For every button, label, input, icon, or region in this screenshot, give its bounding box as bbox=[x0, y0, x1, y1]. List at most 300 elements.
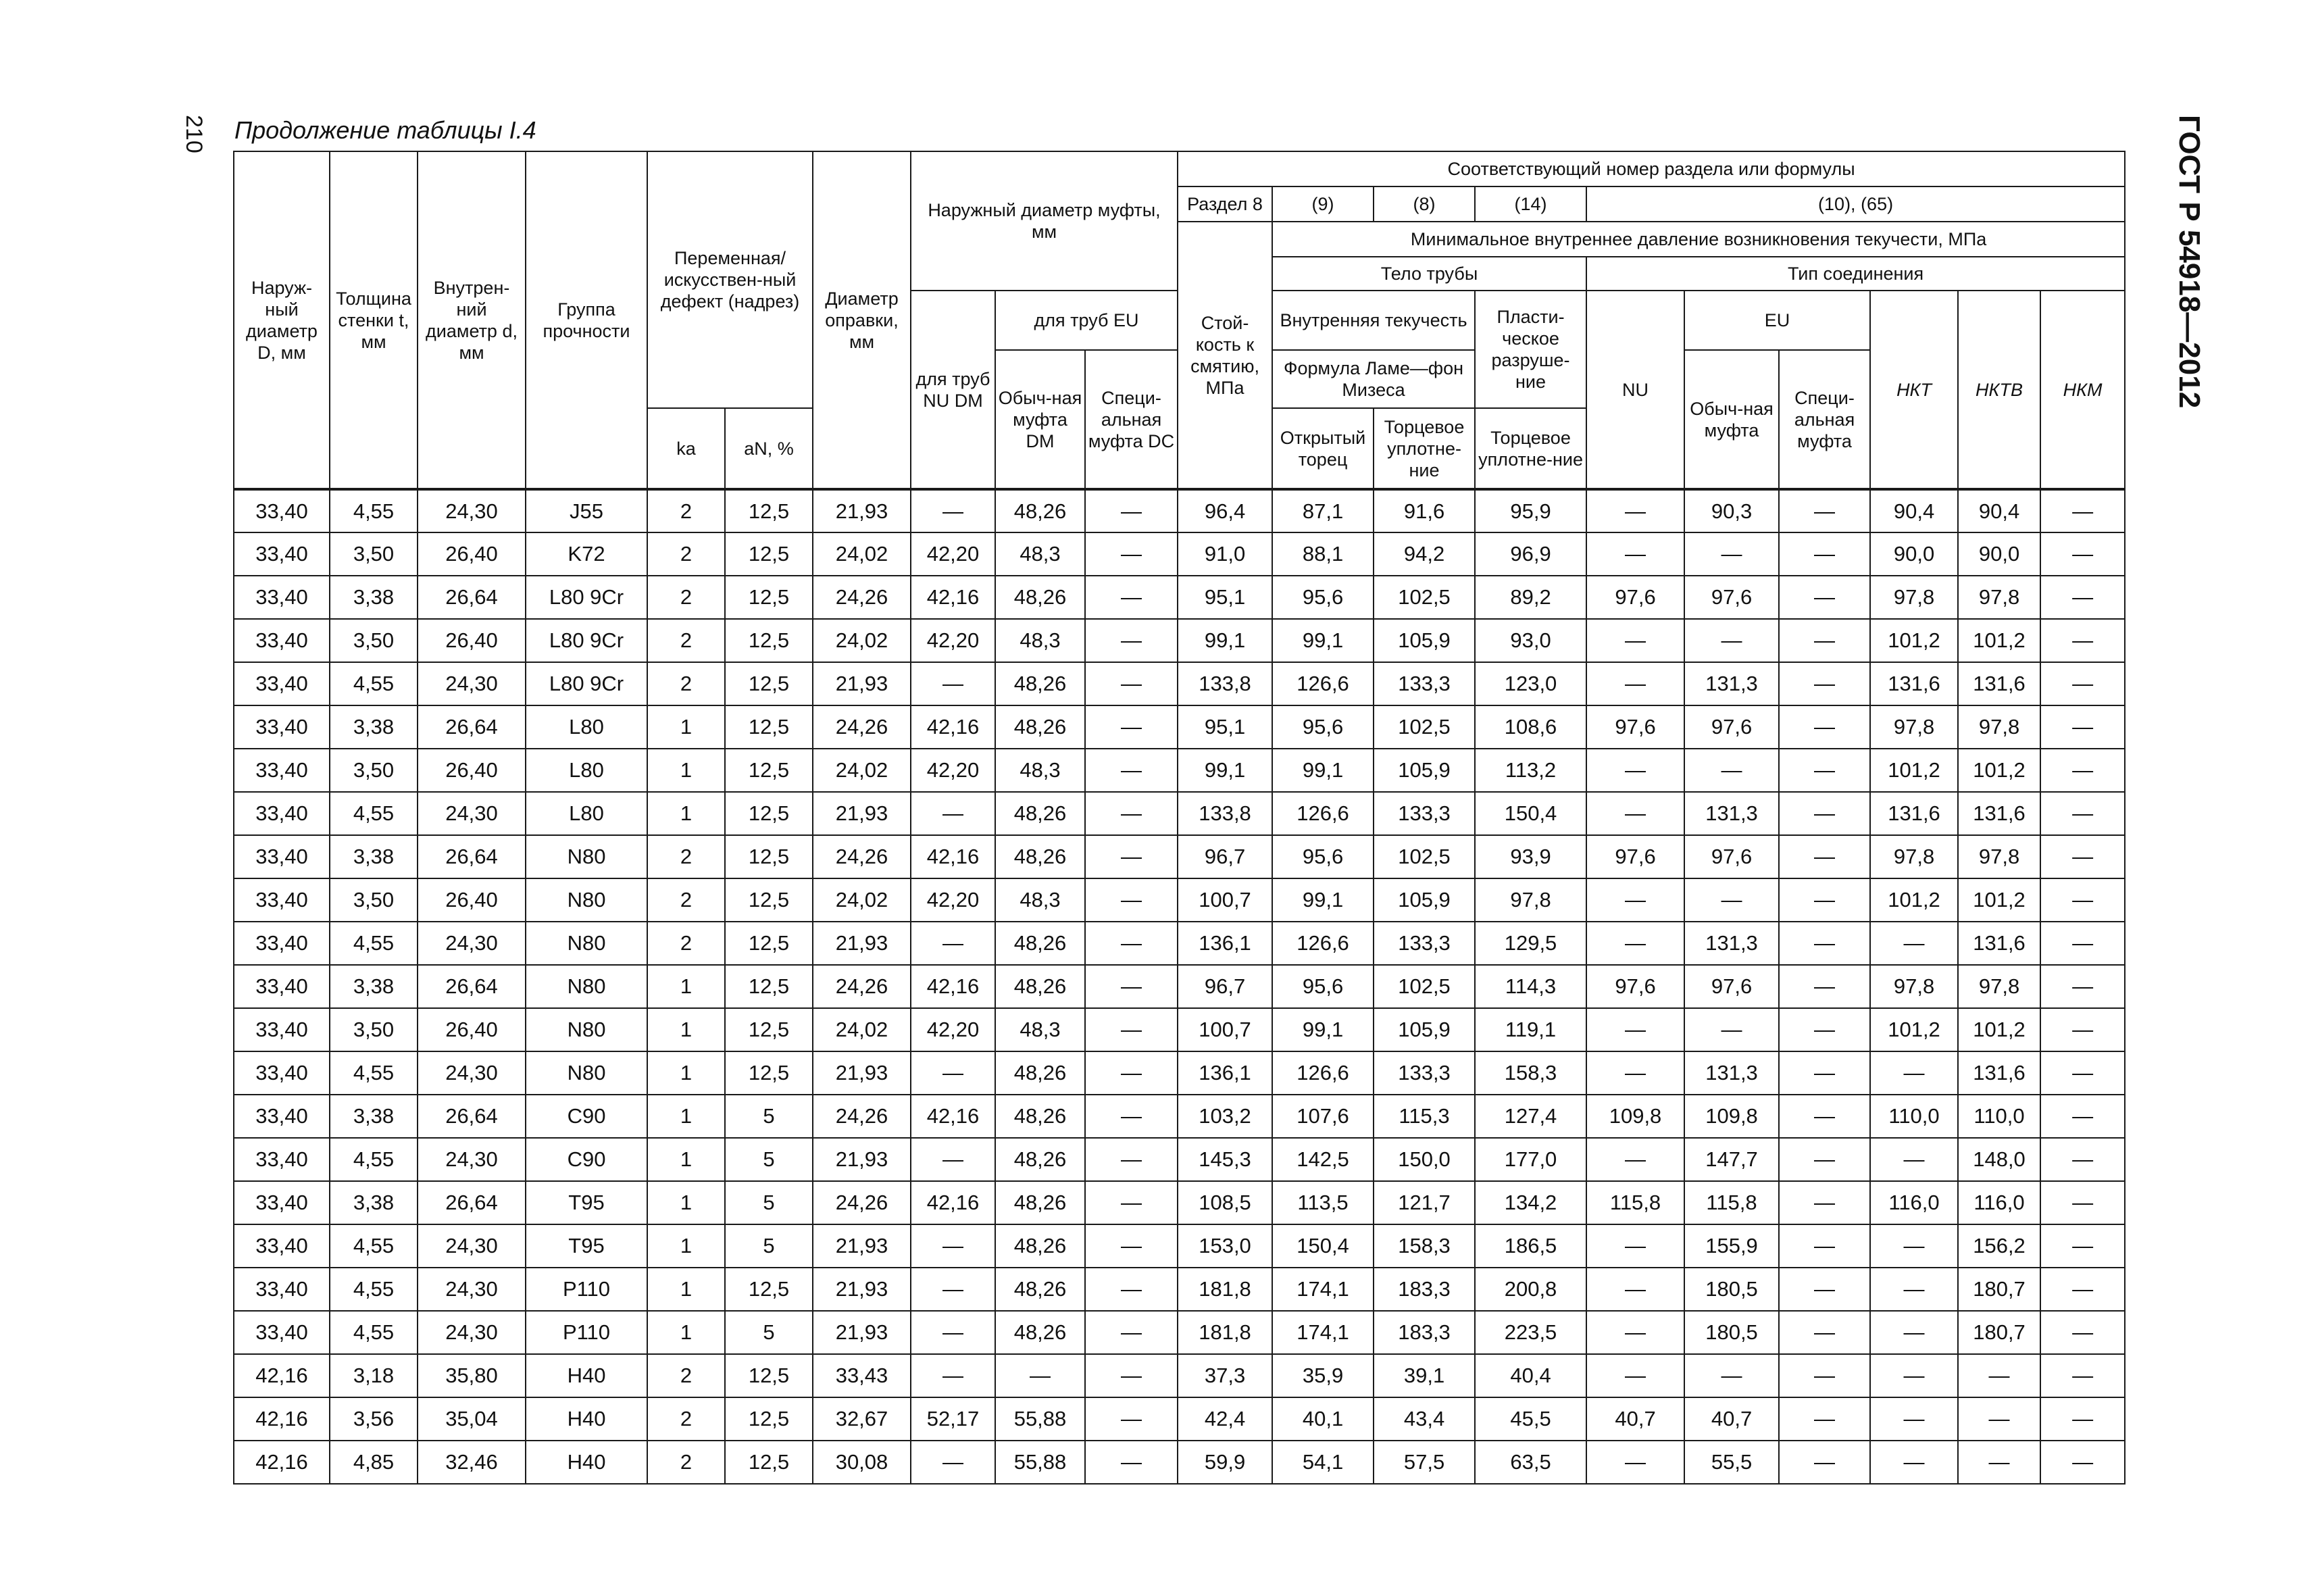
table-cell: — bbox=[1870, 1224, 1958, 1268]
table-row bbox=[234, 792, 2125, 835]
table-row bbox=[234, 922, 2125, 965]
table-cell: 33,40 bbox=[234, 576, 330, 619]
table-cell: — bbox=[911, 489, 995, 532]
table-cell: — bbox=[911, 1138, 995, 1181]
table-cell: — bbox=[1870, 1051, 1958, 1095]
table-cell: C90 bbox=[526, 1095, 647, 1138]
table-row bbox=[234, 1181, 2125, 1224]
table-cell: 1 bbox=[647, 705, 725, 749]
table-cell: 131,6 bbox=[1958, 662, 2040, 705]
table-cell: 48,26 bbox=[995, 1224, 1085, 1268]
table-cell: 101,2 bbox=[1958, 878, 2040, 922]
table-cell: — bbox=[2040, 835, 2125, 878]
table-cell: 180,7 bbox=[1958, 1268, 2040, 1311]
table-row bbox=[234, 965, 2125, 1008]
table-cell: 5 bbox=[725, 1311, 813, 1354]
header-nkt: НКТ bbox=[1870, 291, 1958, 489]
table-cell: 97,8 bbox=[1958, 705, 2040, 749]
table-cell: 30,08 bbox=[813, 1441, 911, 1484]
table-cell: 2 bbox=[647, 619, 725, 662]
table-cell: 174,1 bbox=[1272, 1268, 1374, 1311]
table-cell: 24,26 bbox=[813, 1181, 911, 1224]
table-cell: 1 bbox=[647, 1051, 725, 1095]
table-caption: Продолжение таблицы I.4 bbox=[234, 116, 536, 144]
table-cell: 2 bbox=[647, 878, 725, 922]
table-cell: 96,9 bbox=[1475, 532, 1586, 576]
table-cell: 33,40 bbox=[234, 1224, 330, 1268]
table-cell: — bbox=[1684, 749, 1779, 792]
table-cell: 134,2 bbox=[1475, 1181, 1586, 1224]
table-cell: N80 bbox=[526, 922, 647, 965]
table-cell: — bbox=[1085, 1138, 1178, 1181]
table-cell: 55,5 bbox=[1684, 1441, 1779, 1484]
table-cell: 12,5 bbox=[725, 922, 813, 965]
table-cell: 126,6 bbox=[1272, 1051, 1374, 1095]
table-cell: 32,67 bbox=[813, 1397, 911, 1441]
table-cell: 24,30 bbox=[418, 489, 526, 532]
table-cell: — bbox=[1779, 1181, 1870, 1224]
table-cell: 24,30 bbox=[418, 662, 526, 705]
table-cell: — bbox=[1779, 1051, 1870, 1095]
table-cell: H40 bbox=[526, 1441, 647, 1484]
table-cell: — bbox=[1779, 1008, 1870, 1051]
table-cell: 12,5 bbox=[725, 576, 813, 619]
table-cell: 97,6 bbox=[1684, 965, 1779, 1008]
table-cell: 3,38 bbox=[330, 1095, 418, 1138]
table-cell: 24,02 bbox=[813, 1008, 911, 1051]
table-cell: — bbox=[2040, 1224, 2125, 1268]
table-cell: N80 bbox=[526, 965, 647, 1008]
table-cell: J55 bbox=[526, 489, 647, 532]
table-cell: 24,02 bbox=[813, 532, 911, 576]
table-cell: P110 bbox=[526, 1268, 647, 1311]
table-row bbox=[234, 1354, 2125, 1397]
table-row bbox=[234, 835, 2125, 878]
table-cell: 89,2 bbox=[1475, 576, 1586, 619]
table-cell: 48,26 bbox=[995, 835, 1085, 878]
table-cell: — bbox=[1586, 1051, 1684, 1095]
table-cell: 52,17 bbox=[911, 1397, 995, 1441]
table-cell: 4,55 bbox=[330, 489, 418, 532]
table-cell: 55,88 bbox=[995, 1441, 1085, 1484]
header-ref-14: (14) bbox=[1475, 186, 1586, 222]
table-cell: 91,0 bbox=[1178, 532, 1272, 576]
table-cell: 101,2 bbox=[1958, 619, 2040, 662]
table-cell: 90,0 bbox=[1958, 532, 2040, 576]
table-cell: — bbox=[2040, 662, 2125, 705]
table-cell: — bbox=[1779, 489, 1870, 532]
table-cell: 12,5 bbox=[725, 532, 813, 576]
header-min-pressure: Минимальное внутреннее давление возникновения текучести, МПа bbox=[1272, 222, 2125, 257]
table-cell: 99,1 bbox=[1178, 619, 1272, 662]
table-cell: 12,5 bbox=[725, 878, 813, 922]
table-cell: 3,38 bbox=[330, 705, 418, 749]
table-cell: 21,93 bbox=[813, 1224, 911, 1268]
table-cell: 33,40 bbox=[234, 835, 330, 878]
table-cell: N80 bbox=[526, 1008, 647, 1051]
table-cell: 110,0 bbox=[1958, 1095, 2040, 1138]
data-table bbox=[233, 151, 2126, 1485]
table-cell: 4,55 bbox=[330, 792, 418, 835]
header-internal-yield: Внутренняя текучесть bbox=[1272, 291, 1475, 350]
table-cell: 3,38 bbox=[330, 835, 418, 878]
table-row bbox=[234, 1051, 2125, 1095]
table-cell: 142,5 bbox=[1272, 1138, 1374, 1181]
table-cell: 150,4 bbox=[1272, 1224, 1374, 1268]
table-cell: 42,16 bbox=[911, 1095, 995, 1138]
table-cell: 48,26 bbox=[995, 792, 1085, 835]
table-cell: — bbox=[1958, 1397, 2040, 1441]
table-cell: 33,40 bbox=[234, 1138, 330, 1181]
table-cell: 48,26 bbox=[995, 705, 1085, 749]
table-cell: 3,50 bbox=[330, 619, 418, 662]
header-defect-an: aN, % bbox=[725, 408, 813, 489]
table-cell: 136,1 bbox=[1178, 1051, 1272, 1095]
table-cell: 2 bbox=[647, 1354, 725, 1397]
table-cell: 24,30 bbox=[418, 792, 526, 835]
table-cell: — bbox=[2040, 1354, 2125, 1397]
table-cell: — bbox=[2040, 1095, 2125, 1138]
table-cell: 95,6 bbox=[1272, 705, 1374, 749]
table-cell: H40 bbox=[526, 1354, 647, 1397]
table-cell: — bbox=[1085, 749, 1178, 792]
table-cell: 43,4 bbox=[1374, 1397, 1475, 1441]
table-cell: 107,6 bbox=[1272, 1095, 1374, 1138]
table-cell: 115,8 bbox=[1684, 1181, 1779, 1224]
table-cell: P110 bbox=[526, 1311, 647, 1354]
header-plastic-failure: Пласти-ческое разруше-ние bbox=[1475, 291, 1586, 408]
table-cell: — bbox=[2040, 878, 2125, 922]
table-cell: 95,6 bbox=[1272, 965, 1374, 1008]
table-cell: — bbox=[1684, 878, 1779, 922]
table-cell: L80 bbox=[526, 705, 647, 749]
table-cell: 48,26 bbox=[995, 1051, 1085, 1095]
table-cell: 96,7 bbox=[1178, 965, 1272, 1008]
table-cell: 150,4 bbox=[1475, 792, 1586, 835]
table-cell: 4,55 bbox=[330, 1224, 418, 1268]
table-cell: — bbox=[1586, 922, 1684, 965]
header-coupling-od: Наружный диаметр муфты, мм bbox=[911, 151, 1178, 291]
table-cell: 147,7 bbox=[1684, 1138, 1779, 1181]
table-cell: 12,5 bbox=[725, 1441, 813, 1484]
header-ref-8: (8) bbox=[1374, 186, 1475, 222]
table-cell: 131,3 bbox=[1684, 1051, 1779, 1095]
table-cell: 42,16 bbox=[234, 1354, 330, 1397]
table-cell: 109,8 bbox=[1586, 1095, 1684, 1138]
table-cell: N80 bbox=[526, 1051, 647, 1095]
table-cell: 97,6 bbox=[1586, 965, 1684, 1008]
header-coupling-eu: для труб EU bbox=[995, 291, 1178, 350]
table-cell: 26,64 bbox=[418, 1181, 526, 1224]
table-cell: — bbox=[1586, 619, 1684, 662]
table-cell: 116,0 bbox=[1958, 1181, 2040, 1224]
header-lame-formula: Формула Ламе—фон Мизеса bbox=[1272, 350, 1475, 408]
table-cell: 40,7 bbox=[1684, 1397, 1779, 1441]
table-cell: 109,8 bbox=[1684, 1095, 1779, 1138]
table-cell: 181,8 bbox=[1178, 1311, 1272, 1354]
table-cell: 90,3 bbox=[1684, 489, 1779, 532]
table-cell: 26,40 bbox=[418, 749, 526, 792]
table-cell: 97,6 bbox=[1684, 576, 1779, 619]
table-cell: 48,3 bbox=[995, 619, 1085, 662]
table-cell: 63,5 bbox=[1475, 1441, 1586, 1484]
table-cell: — bbox=[1870, 1354, 1958, 1397]
table-cell: 5 bbox=[725, 1181, 813, 1224]
table-cell: — bbox=[1958, 1441, 2040, 1484]
table-cell: 33,40 bbox=[234, 705, 330, 749]
table-cell: 12,5 bbox=[725, 749, 813, 792]
table-cell: — bbox=[1085, 532, 1178, 576]
table-cell: — bbox=[1085, 1181, 1178, 1224]
table-cell: — bbox=[1779, 1138, 1870, 1181]
table-cell: — bbox=[1779, 835, 1870, 878]
table-cell: 1 bbox=[647, 965, 725, 1008]
table-cell: 48,26 bbox=[995, 662, 1085, 705]
table-cell: — bbox=[2040, 1051, 2125, 1095]
table-cell: 136,1 bbox=[1178, 922, 1272, 965]
table-cell: — bbox=[2040, 1311, 2125, 1354]
table-cell: 48,26 bbox=[995, 1138, 1085, 1181]
table-cell: 101,2 bbox=[1870, 1008, 1958, 1051]
table-cell: 21,93 bbox=[813, 792, 911, 835]
table-cell: — bbox=[2040, 792, 2125, 835]
table-cell: — bbox=[1779, 1354, 1870, 1397]
table-body bbox=[234, 489, 2125, 1484]
header-mandrel-diameter: Диаметр оправки, мм bbox=[813, 151, 911, 489]
header-ref-10-65: (10), (65) bbox=[1586, 186, 2125, 222]
table-cell: L80 bbox=[526, 749, 647, 792]
table-cell: 26,40 bbox=[418, 532, 526, 576]
table-cell: — bbox=[2040, 705, 2125, 749]
table-cell: 37,3 bbox=[1178, 1354, 1272, 1397]
table-cell: 126,6 bbox=[1272, 662, 1374, 705]
table-cell: 95,6 bbox=[1272, 576, 1374, 619]
table-cell: 3,50 bbox=[330, 1008, 418, 1051]
table-cell: 131,6 bbox=[1958, 792, 2040, 835]
header-collapse: Стой-кость к смятию, МПа bbox=[1178, 222, 1272, 489]
table-cell: 180,7 bbox=[1958, 1311, 2040, 1354]
table-cell: 4,55 bbox=[330, 1311, 418, 1354]
table-cell: 26,64 bbox=[418, 705, 526, 749]
table-cell: 3,50 bbox=[330, 749, 418, 792]
table-cell: 12,5 bbox=[725, 965, 813, 1008]
table-cell: — bbox=[1586, 1008, 1684, 1051]
table-row bbox=[234, 1311, 2125, 1354]
table-cell: 97,8 bbox=[1958, 965, 2040, 1008]
table-cell: 48,26 bbox=[995, 576, 1085, 619]
table-cell: 105,9 bbox=[1374, 619, 1475, 662]
table-cell: — bbox=[1870, 922, 1958, 965]
table-cell: 133,3 bbox=[1374, 792, 1475, 835]
table-cell: 1 bbox=[647, 1181, 725, 1224]
table-cell: 133,3 bbox=[1374, 1051, 1475, 1095]
header-nktv: НКТВ bbox=[1958, 291, 2040, 489]
table-cell: 24,30 bbox=[418, 1224, 526, 1268]
table-cell: 99,1 bbox=[1272, 878, 1374, 922]
table-cell: 133,3 bbox=[1374, 922, 1475, 965]
table-cell: 133,8 bbox=[1178, 662, 1272, 705]
table-cell: 97,6 bbox=[1586, 835, 1684, 878]
table-cell: 5 bbox=[725, 1095, 813, 1138]
table-cell: 48,3 bbox=[995, 878, 1085, 922]
table-row bbox=[234, 749, 2125, 792]
header-eu-special: Специ-альная муфта bbox=[1779, 350, 1870, 489]
table-cell: 33,40 bbox=[234, 792, 330, 835]
table-cell: 108,5 bbox=[1178, 1181, 1272, 1224]
table-cell: — bbox=[1586, 662, 1684, 705]
table-cell: — bbox=[1779, 878, 1870, 922]
table-cell: 21,93 bbox=[813, 922, 911, 965]
table-row bbox=[234, 878, 2125, 922]
table-cell: 97,6 bbox=[1684, 835, 1779, 878]
table-cell: 24,26 bbox=[813, 576, 911, 619]
table-cell: — bbox=[1586, 878, 1684, 922]
header-coupling-nu: для труб NU DМ bbox=[911, 291, 995, 489]
table-cell: — bbox=[911, 1441, 995, 1484]
table-cell: K72 bbox=[526, 532, 647, 576]
table-cell: 32,46 bbox=[418, 1441, 526, 1484]
table-cell: 35,9 bbox=[1272, 1354, 1374, 1397]
table-cell: — bbox=[1085, 922, 1178, 965]
table-cell: — bbox=[1779, 792, 1870, 835]
header-pipe-body: Тело трубы bbox=[1272, 257, 1586, 291]
header-eu: EU bbox=[1684, 291, 1870, 350]
table-cell: 21,93 bbox=[813, 662, 911, 705]
table-cell: 48,3 bbox=[995, 749, 1085, 792]
table-cell: 87,1 bbox=[1272, 489, 1374, 532]
table-cell: — bbox=[1779, 965, 1870, 1008]
table-cell: 97,8 bbox=[1958, 576, 2040, 619]
table-cell: 40,1 bbox=[1272, 1397, 1374, 1441]
table-cell: — bbox=[2040, 1397, 2125, 1441]
table-cell: 91,6 bbox=[1374, 489, 1475, 532]
table-cell: 33,40 bbox=[234, 878, 330, 922]
table-cell: 57,5 bbox=[1374, 1441, 1475, 1484]
header-nu: NU bbox=[1586, 291, 1684, 489]
table-cell: N80 bbox=[526, 878, 647, 922]
table-cell: — bbox=[1586, 749, 1684, 792]
header-strength-group: Группа прочности bbox=[526, 151, 647, 489]
table-cell: 3,38 bbox=[330, 576, 418, 619]
table-cell: — bbox=[1684, 1354, 1779, 1397]
table-cell: — bbox=[2040, 619, 2125, 662]
table-cell: 26,40 bbox=[418, 1008, 526, 1051]
table-cell: 2 bbox=[647, 489, 725, 532]
table-cell: 102,5 bbox=[1374, 576, 1475, 619]
table-cell: N80 bbox=[526, 835, 647, 878]
table-cell: 42,16 bbox=[234, 1397, 330, 1441]
table-cell: — bbox=[1085, 965, 1178, 1008]
table-cell: — bbox=[995, 1354, 1085, 1397]
table-cell: C90 bbox=[526, 1138, 647, 1181]
table-cell: — bbox=[1779, 619, 1870, 662]
table-cell: — bbox=[1085, 1268, 1178, 1311]
table-cell: 5 bbox=[725, 1138, 813, 1181]
table-cell: 97,6 bbox=[1586, 705, 1684, 749]
table-cell: 101,2 bbox=[1870, 619, 1958, 662]
table-cell: — bbox=[1085, 1354, 1178, 1397]
table-cell: — bbox=[911, 922, 995, 965]
header-coupling-eu-regular: Обыч-ная муфта DМ bbox=[995, 350, 1085, 489]
table-cell: 1 bbox=[647, 1008, 725, 1051]
table-cell: 145,3 bbox=[1178, 1138, 1272, 1181]
table-cell: 131,3 bbox=[1684, 922, 1779, 965]
table-cell: — bbox=[911, 662, 995, 705]
table-cell: 2 bbox=[647, 532, 725, 576]
table-cell: 33,40 bbox=[234, 749, 330, 792]
table-cell: 12,5 bbox=[725, 619, 813, 662]
table-cell: 24,30 bbox=[418, 922, 526, 965]
table-cell: 1 bbox=[647, 792, 725, 835]
table-cell: 26,64 bbox=[418, 1095, 526, 1138]
table-cell: L80 9Cr bbox=[526, 619, 647, 662]
table-cell: 1 bbox=[647, 749, 725, 792]
table-cell: 158,3 bbox=[1374, 1224, 1475, 1268]
header-open-end: Открытый торец bbox=[1272, 408, 1374, 489]
header-connection-type: Тип соединения bbox=[1586, 257, 2125, 291]
table-cell: 131,6 bbox=[1958, 1051, 2040, 1095]
table-cell: 96,7 bbox=[1178, 835, 1272, 878]
table-cell: 133,3 bbox=[1374, 662, 1475, 705]
table-cell: — bbox=[1779, 532, 1870, 576]
table-cell: 42,16 bbox=[911, 835, 995, 878]
table-cell: — bbox=[1779, 576, 1870, 619]
table-cell: — bbox=[1586, 1138, 1684, 1181]
table-cell: 4,85 bbox=[330, 1441, 418, 1484]
table-cell: 33,40 bbox=[234, 1268, 330, 1311]
table-cell: 99,1 bbox=[1272, 619, 1374, 662]
table-cell: 148,0 bbox=[1958, 1138, 2040, 1181]
header-ref-section8: Раздел 8 bbox=[1178, 186, 1272, 222]
table-cell: — bbox=[2040, 489, 2125, 532]
table-cell: 33,40 bbox=[234, 1095, 330, 1138]
table-cell: — bbox=[1085, 878, 1178, 922]
table-header bbox=[234, 151, 2125, 489]
table-cell: 21,93 bbox=[813, 1138, 911, 1181]
table-cell: 102,5 bbox=[1374, 705, 1475, 749]
table-cell: 12,5 bbox=[725, 489, 813, 532]
table-cell: — bbox=[911, 1354, 995, 1397]
table-cell: 42,4 bbox=[1178, 1397, 1272, 1441]
table-cell: 24,02 bbox=[813, 619, 911, 662]
table-cell: 33,40 bbox=[234, 532, 330, 576]
table-row bbox=[234, 662, 2125, 705]
table-cell: 4,55 bbox=[330, 922, 418, 965]
table-cell: 42,16 bbox=[234, 1441, 330, 1484]
table-cell: 108,6 bbox=[1475, 705, 1586, 749]
header-nkm: НКМ bbox=[2040, 291, 2125, 489]
table-cell: — bbox=[1085, 619, 1178, 662]
table-cell: 121,7 bbox=[1374, 1181, 1475, 1224]
table-cell: 21,93 bbox=[813, 1051, 911, 1095]
table-cell: — bbox=[1085, 1311, 1178, 1354]
table-cell: 2 bbox=[647, 922, 725, 965]
table-cell: — bbox=[1779, 662, 1870, 705]
table-cell: 2 bbox=[647, 1441, 725, 1484]
table-cell: 42,16 bbox=[911, 1181, 995, 1224]
table-cell: 48,26 bbox=[995, 922, 1085, 965]
table-cell: 12,5 bbox=[725, 792, 813, 835]
table-cell: 21,93 bbox=[813, 1311, 911, 1354]
table-cell: 12,5 bbox=[725, 835, 813, 878]
table-cell: 95,6 bbox=[1272, 835, 1374, 878]
table-cell: T95 bbox=[526, 1181, 647, 1224]
table-cell: 94,2 bbox=[1374, 532, 1475, 576]
table-cell: — bbox=[2040, 922, 2125, 965]
table-cell: 131,6 bbox=[1870, 792, 1958, 835]
table-cell: 113,5 bbox=[1272, 1181, 1374, 1224]
table-row bbox=[234, 1008, 2125, 1051]
